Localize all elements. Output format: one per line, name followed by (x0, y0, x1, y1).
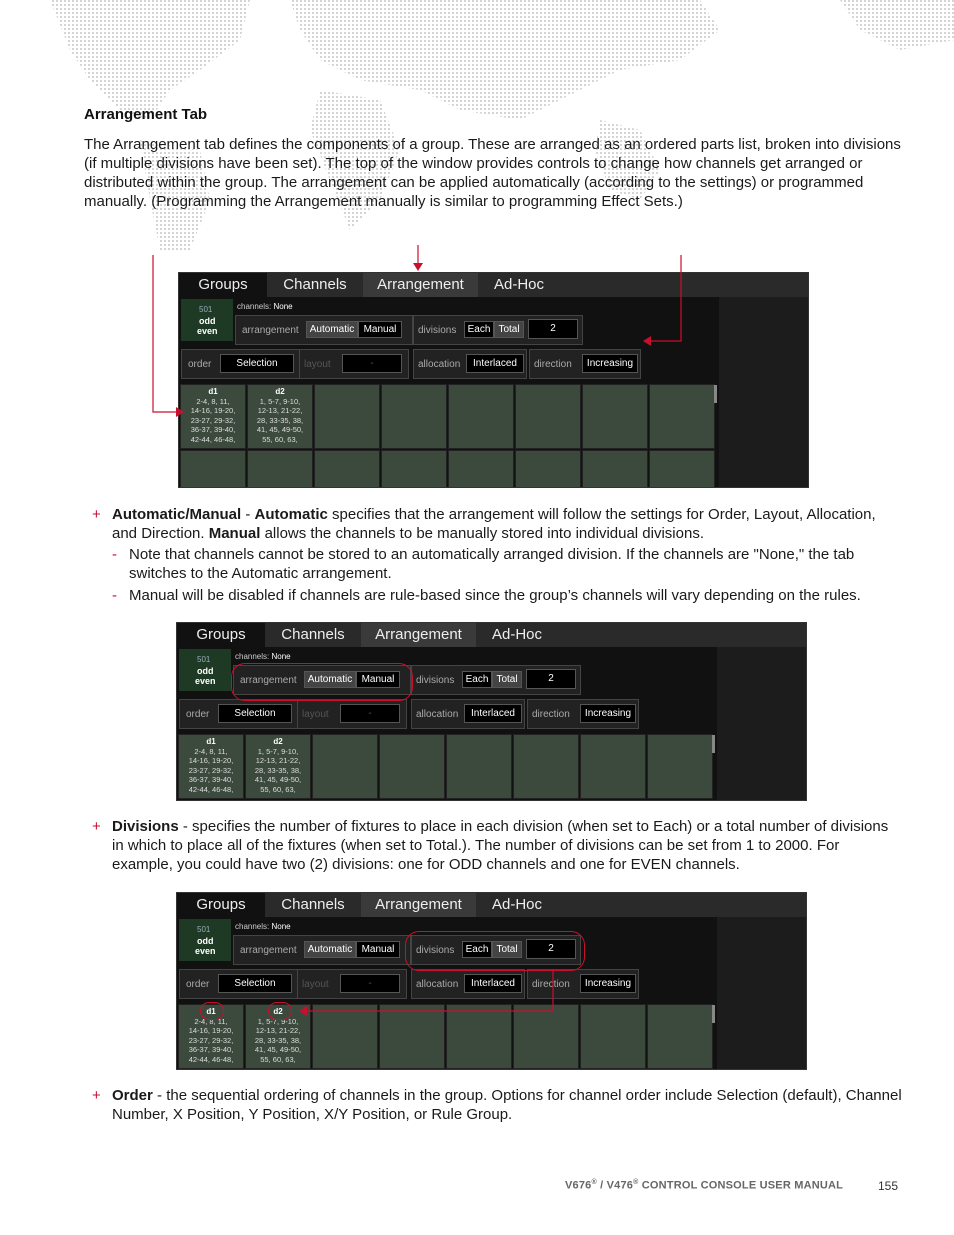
d1-line: 36-37, 39-40, (188, 775, 234, 784)
intro-paragraph: The Arrangement tab defines the components of a group. These are arranged as an ordered parts list, broken into divisions (if multiple divisions have been set). The top of the window provides controls to change how channels get arranged or distributed within the group. The arrangement can be applied automatically (according to the settings) or programmed manually. (Programming the Arrangement manually is similar to programming Effect Sets.) (84, 136, 901, 210)
order-value[interactable]: Selection (218, 704, 292, 723)
arrangement-label: arrangement (242, 325, 299, 336)
d2-line: 41, 45, 49-50, (256, 425, 304, 434)
divisions-field (411, 665, 581, 695)
d1-line: 42-44, 46-48, (188, 1054, 234, 1064)
channels-value: None (271, 652, 291, 661)
term: Automatic/Manual (112, 506, 242, 523)
tab-arrangement[interactable]: Arrangement (361, 623, 476, 647)
term: Manual (208, 525, 261, 542)
layout-value: - (340, 704, 400, 723)
empty-division[interactable] (381, 450, 447, 488)
allocation-field (411, 699, 525, 729)
tab-groups[interactable]: Groups (177, 893, 265, 917)
tab-groups[interactable]: Groups (177, 623, 265, 647)
empty-division[interactable] (515, 450, 581, 488)
arrangement-label: arrangement (240, 675, 297, 686)
total-button[interactable]: Total (494, 321, 524, 338)
tab-arrangement[interactable]: Arrangement (363, 273, 478, 297)
d2-line: 55, 60, 63, (262, 434, 298, 444)
manual-button[interactable]: Manual (356, 671, 400, 688)
sub-bullet-marker: - (112, 587, 117, 604)
bullet-marker: + (92, 818, 101, 835)
d1-title: d1 (206, 737, 216, 746)
order-value[interactable]: Selection (220, 354, 294, 373)
empty-division[interactable] (312, 734, 378, 799)
layout-label: layout (302, 709, 329, 720)
callout-arrow-3 (177, 893, 806, 1069)
bullet-text (112, 505, 902, 543)
d1-line: 2-4, 8, 11, (196, 396, 230, 406)
d2-line: 12-13, 21-22, (255, 1026, 301, 1035)
direction-value[interactable]: Increasing (580, 704, 636, 723)
empty-division[interactable] (582, 450, 648, 488)
tab-groups[interactable]: Groups (179, 273, 267, 297)
d1-line: 14-16, 19-20, (188, 756, 234, 765)
bullet-text (112, 1086, 902, 1124)
arrangement-label: arrangement (240, 945, 297, 956)
sub-bullet-text: Note that channels cannot be stored to an automatically arranged division. If the channels are "None," the tab switches to the Automatic arrangement. (129, 546, 855, 582)
tab-ad-hoc[interactable]: Ad-Hoc (491, 896, 543, 913)
layout-value: - (342, 354, 402, 373)
d1-line: 2-4, 8, 11, (194, 746, 228, 756)
direction-value[interactable]: Increasing (580, 974, 636, 993)
d1-line: 36-37, 39-40, (188, 1045, 234, 1054)
tab-ad-hoc[interactable]: Ad-Hoc (493, 276, 545, 293)
term: Automatic (254, 506, 328, 523)
d2-title: d2 (275, 387, 285, 396)
footer-model-1: V676 (565, 1179, 592, 1192)
d2-title: d2 (273, 1007, 283, 1016)
division-d1[interactable] (178, 734, 244, 799)
each-button[interactable]: Each (462, 671, 492, 688)
automatic-button[interactable]: Automatic (304, 941, 356, 958)
bullet-marker: + (92, 1087, 101, 1104)
group-name-1: odd (199, 316, 216, 326)
channels-line (235, 652, 291, 661)
divisions-value[interactable]: 2 (528, 319, 578, 339)
divisions-label: divisions (416, 945, 455, 956)
d1-line: 42-44, 46-48, (190, 434, 236, 444)
term: Divisions (112, 818, 179, 835)
each-button[interactable]: Each (464, 321, 494, 338)
empty-division[interactable] (379, 734, 445, 799)
d2-line: 28, 33-35, 38, (254, 1035, 302, 1045)
d2-line: 28, 33-35, 38, (254, 765, 302, 775)
bullet-text (112, 817, 902, 874)
empty-division[interactable] (314, 450, 380, 488)
empty-division[interactable] (513, 734, 579, 799)
group-name-1: odd (197, 936, 214, 946)
arrangement-screenshot-3 (176, 892, 807, 1070)
group-name-2: even (195, 946, 216, 956)
d2-line: 41, 45, 49-50, (254, 1045, 302, 1054)
automatic-button[interactable]: Automatic (304, 671, 356, 688)
layout-label: layout (302, 979, 329, 990)
d2-line: 1, 5-7, 9-10, (257, 746, 299, 756)
d1-line: 23-27, 29-32, (188, 765, 234, 775)
direction-label: direction (534, 359, 572, 370)
divisions-label: divisions (418, 325, 457, 336)
d1-line: 42-44, 46-48, (188, 784, 234, 794)
automatic-button[interactable]: Automatic (306, 321, 358, 338)
divisions-label: divisions (416, 675, 455, 686)
d1-line: 14-16, 19-20, (188, 1026, 234, 1035)
empty-division[interactable] (446, 734, 512, 799)
group-number: 501 (199, 305, 213, 314)
d2-line: 41, 45, 49-50, (254, 775, 302, 784)
group-number: 501 (197, 925, 211, 934)
direction-label: direction (532, 979, 570, 990)
page-number: 155 (878, 1179, 899, 1193)
d1-title: d1 (206, 1007, 216, 1016)
footer-model-2: / V476 (596, 1179, 634, 1192)
divisions-value[interactable]: 2 (526, 669, 576, 689)
order-label: order (188, 359, 212, 370)
bullet-automatic-manual (92, 505, 902, 545)
empty-division[interactable] (647, 734, 713, 799)
each-button[interactable]: Each (462, 941, 492, 958)
registered-mark: ® (633, 1179, 639, 1186)
text: - the sequential ordering of channels in the group. Options for channel order include Selection (default), Channel Number, X Position, Y Position, X/Y Position, or Rule Group. (112, 1087, 902, 1123)
world-map-background (0, 0, 954, 250)
text: allows the channels to be manually stored into individual divisions. (260, 525, 704, 542)
direction-label: direction (532, 709, 570, 720)
allocation-value[interactable]: Interlaced (464, 704, 522, 723)
highlight-ring-arrangement (231, 663, 413, 701)
empty-division[interactable] (580, 734, 646, 799)
d2-title: d2 (273, 737, 283, 746)
tab-bar (177, 623, 806, 647)
empty-division[interactable] (247, 450, 313, 488)
empty-division[interactable] (448, 450, 514, 488)
channels-value: None (273, 302, 293, 311)
d1-line: 23-27, 29-32, (190, 415, 236, 425)
allocation-label: allocation (416, 979, 459, 990)
order-label: order (186, 709, 210, 720)
scrollbar[interactable] (712, 735, 715, 753)
channels-value: None (271, 922, 291, 931)
manual-button[interactable]: Manual (356, 941, 400, 958)
d2-line: 1, 5-7, 9-10, (257, 1016, 299, 1026)
allocation-label: allocation (418, 359, 461, 370)
divisions-grid (177, 733, 717, 800)
allocation-label: allocation (416, 709, 459, 720)
sub-bullet-text: Manual will be disabled if channels are rule-based since the group’s channels will vary depending on the rules. (129, 587, 861, 604)
order-label: order (186, 979, 210, 990)
d2-line: 12-13, 21-22, (255, 756, 301, 765)
group-name-1: odd (197, 666, 214, 676)
manual-button[interactable]: Manual (358, 321, 402, 338)
d1-line: 23-27, 29-32, (188, 1035, 234, 1045)
direction-field (527, 699, 639, 729)
total-button[interactable]: Total (492, 941, 522, 958)
d2-line: 28, 33-35, 38, (256, 415, 304, 425)
term: Order (112, 1087, 153, 1104)
text: - specifies the number of fixtures to place in each division (when set to Each) or a total number of divisions in which to place all of the fixtures (when set to Total.). The number of divisions can be set from 1 to 2000. For example, you could have two (2) divisions: one for ODD channels and one for EVEN channels. (112, 818, 889, 873)
registered-mark: ® (591, 1179, 597, 1186)
group-badge (179, 649, 231, 691)
d1-line: 14-16, 19-20, (190, 406, 236, 415)
d2-line: 1, 5-7, 9-10, (259, 396, 301, 406)
tab-channels[interactable]: Channels (283, 276, 347, 293)
footer-title (565, 1179, 843, 1192)
sub-bullet-2 (112, 586, 902, 606)
layout-label: layout (304, 359, 331, 370)
tab-channels[interactable]: Channels (281, 626, 345, 643)
text: - (241, 506, 255, 523)
order-value[interactable]: Selection (218, 974, 292, 993)
section-heading: Arrangement Tab (84, 106, 208, 123)
sub-bullet-marker: - (112, 546, 117, 563)
empty-division[interactable] (180, 450, 246, 488)
allocation-value[interactable]: Interlaced (466, 354, 524, 373)
group-name-2: even (195, 676, 216, 686)
channels-label: channels: (235, 922, 270, 931)
group-number: 501 (197, 655, 211, 664)
order-field (179, 699, 299, 729)
bullet-order (92, 1086, 902, 1126)
direction-value[interactable]: Increasing (582, 354, 638, 373)
text: specifies that the arrangement will follow the settings for Order, Layout, Allocation, and Direction. (112, 506, 876, 542)
d1-line: 2-4, 8, 11, (194, 1016, 228, 1026)
footer-manual-title: CONTROL CONSOLE USER MANUAL (638, 1179, 844, 1192)
d2-line: 12-13, 21-22, (257, 406, 303, 415)
division-d2[interactable] (245, 734, 311, 799)
sub-bullet-1 (112, 545, 902, 585)
group-name-2: even (197, 326, 218, 336)
divisions-value[interactable]: 2 (526, 939, 576, 959)
callout-arrows-1 (140, 245, 700, 420)
allocation-value[interactable]: Interlaced (464, 974, 522, 993)
arrangement-screenshot-2 (176, 622, 807, 801)
d1-title: d1 (208, 387, 218, 396)
total-button[interactable]: Total (492, 671, 522, 688)
channels-label: channels: (237, 302, 272, 311)
tab-ad-hoc[interactable]: Ad-Hoc (491, 626, 543, 643)
tab-arrangement[interactable]: Arrangement (361, 893, 476, 917)
empty-division[interactable] (649, 450, 715, 488)
bullet-marker: + (92, 506, 101, 523)
channels-label: channels: (235, 652, 270, 661)
d2-line: 55, 60, 63, (260, 1054, 296, 1064)
scrollbar[interactable] (714, 385, 717, 403)
d2-line: 55, 60, 63, (260, 784, 296, 794)
layout-value: - (340, 974, 400, 993)
bullet-divisions (92, 817, 902, 877)
d1-line: 36-37, 39-40, (190, 425, 236, 434)
layout-field (297, 699, 407, 729)
tab-channels[interactable]: Channels (281, 896, 345, 913)
